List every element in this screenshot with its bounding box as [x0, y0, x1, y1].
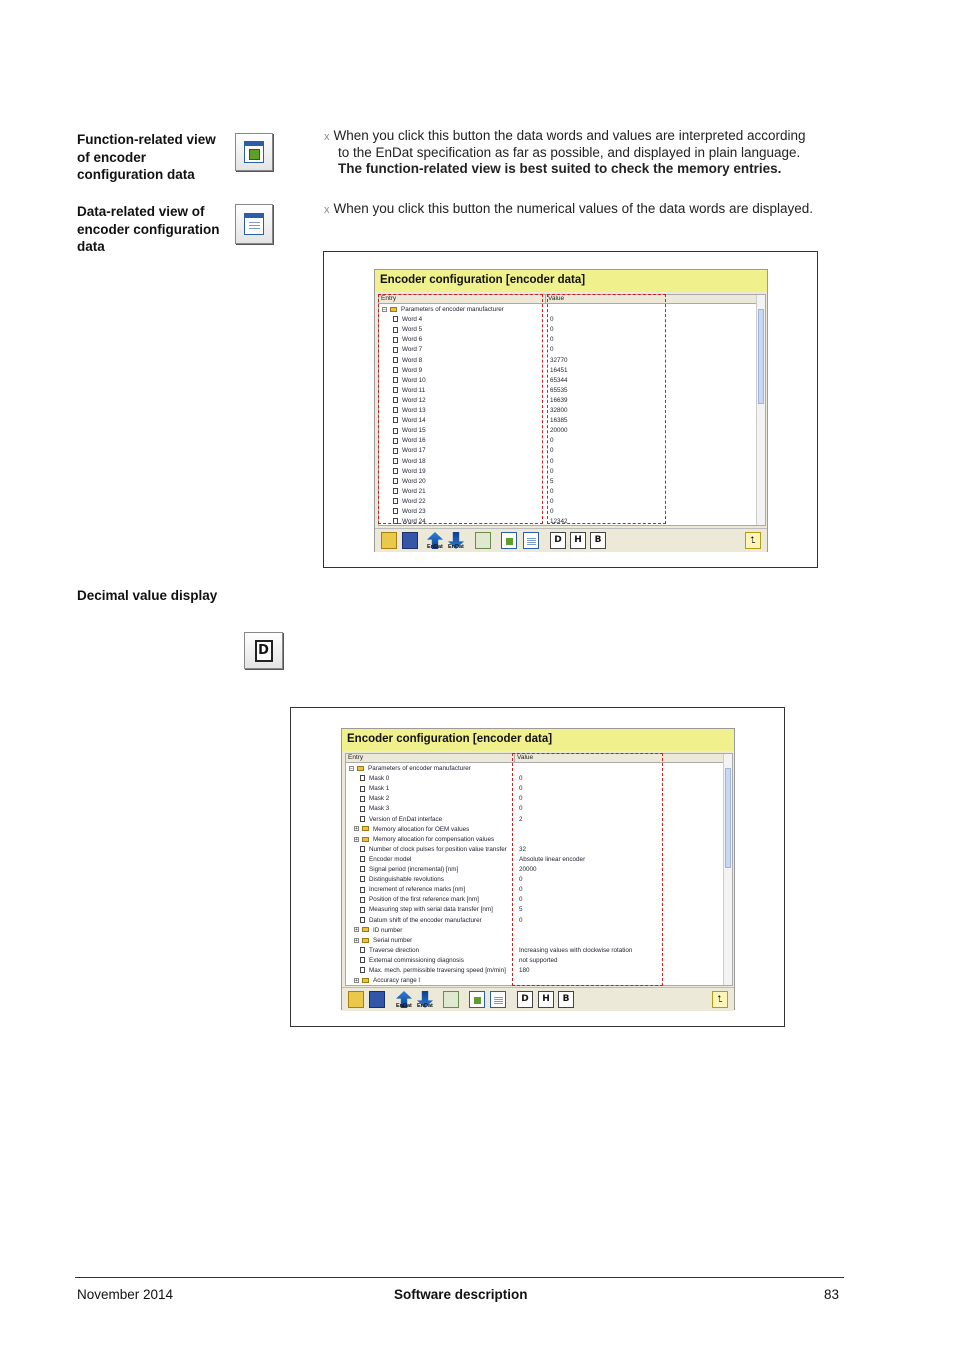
tree-item-label: Word 16	[402, 437, 426, 445]
tree-item-value: 0	[519, 805, 523, 813]
expand-icon[interactable]: +	[355, 927, 358, 934]
tree-item-label: Distinguishable revolutions	[369, 876, 444, 884]
tree-item-value: 0	[550, 346, 554, 354]
window-title-2: Encoder configuration [encoder data]	[342, 729, 734, 751]
tree-item-label: Serial number	[373, 936, 413, 944]
tree-root-label: Parameters of encoder manufacturer	[368, 765, 471, 772]
tree-item[interactable]	[354, 936, 412, 946]
tree-item-label: Word 11	[402, 386, 426, 394]
document-icon	[360, 887, 365, 893]
function-view-toolbar-icon[interactable]	[501, 532, 517, 549]
tree-item[interactable]	[360, 855, 411, 865]
tree-item-label: Word 19	[402, 467, 426, 475]
tree-item-value: 2	[519, 815, 523, 823]
column-header-entry-2[interactable]: Entry	[346, 754, 515, 763]
tree-item-label: Word 12	[402, 396, 426, 404]
tree-item-value: 0	[519, 795, 523, 803]
tree-item-label: Accuracy range l	[373, 977, 420, 985]
decimal-d-icon: D	[255, 640, 273, 662]
tree-item[interactable]	[360, 885, 465, 895]
data-view-toolbar-icon[interactable]	[490, 991, 506, 1008]
tree-item-value: 0	[550, 487, 554, 495]
tree-item-value: 0	[519, 916, 523, 924]
data-view-description: x When you click this button the numerical values of the data words are displayed.	[324, 201, 814, 216]
tree-item-label: Measuring step with serial data transfer [nm]	[369, 906, 493, 914]
tree-item-label: Datum shift of the encoder manufacturer	[369, 916, 482, 924]
document-icon	[360, 957, 365, 963]
tree-item-value: 0	[519, 876, 523, 884]
decimal-button[interactable]: D	[517, 991, 533, 1008]
tree-item-label: Word 10	[402, 376, 426, 384]
document-icon	[360, 876, 365, 882]
tree-item-value: 0	[550, 437, 554, 445]
folder-icon	[357, 766, 364, 771]
tree-item[interactable]	[360, 794, 389, 804]
document-icon	[360, 806, 365, 812]
tree-item-value: 0	[519, 896, 523, 904]
document-icon	[360, 967, 365, 973]
tree-item-label: Word 22	[402, 497, 426, 505]
tree-item-value: 16639	[550, 396, 568, 404]
tree-item-value: 0	[550, 467, 554, 475]
data-view-icon	[244, 213, 264, 235]
tree-item-value: 65535	[550, 386, 568, 394]
tree-item-label: Position of the first reference mark [nm]	[369, 896, 479, 904]
function-view-button[interactable]	[235, 133, 273, 171]
footer-date: November 2014	[77, 1287, 174, 1302]
tree-item-label: Word 6	[402, 336, 423, 344]
decimal-button[interactable]: D	[550, 532, 566, 549]
document-icon	[360, 786, 365, 792]
tree-item-value: Increasing values with clockwise rotation	[519, 946, 633, 954]
tree-item[interactable]	[360, 845, 507, 855]
tree-item-label: Mask 0	[369, 775, 390, 783]
save-icon[interactable]	[402, 532, 418, 549]
tree-item-value: 0	[519, 775, 523, 783]
decimal-display-button[interactable]	[244, 632, 283, 669]
tree-item-label: Number of clock pulses for position value transfer	[369, 845, 507, 853]
scroll-thumb[interactable]	[758, 309, 764, 404]
expand-icon[interactable]: +	[355, 826, 358, 833]
tree-item-value: 32	[519, 845, 527, 853]
tree-item-label: Word 14	[402, 417, 426, 425]
column-header-entry[interactable]: Entry	[379, 295, 546, 304]
binary-button[interactable]: B	[590, 532, 606, 549]
tree-item-label: Word 15	[402, 427, 426, 435]
expand-icon[interactable]: +	[355, 937, 358, 944]
window-toolbar	[375, 528, 767, 552]
tree-item-value: 0	[550, 336, 554, 344]
tree-item-label: Mask 2	[369, 795, 390, 803]
tree-item-value: 5	[550, 477, 554, 485]
binary-button[interactable]: B	[558, 991, 574, 1008]
hex-button[interactable]: H	[570, 532, 586, 549]
tree-item-value: 0	[550, 497, 554, 505]
folder-icon	[362, 938, 369, 943]
tree-item-value: not supported	[519, 956, 558, 964]
save-icon[interactable]	[369, 991, 385, 1008]
document-icon	[360, 796, 365, 802]
bullet: x	[324, 131, 330, 143]
tree-item-label: Increment of reference marks [nm]	[369, 886, 466, 894]
tree-item-label: ID number	[373, 926, 403, 934]
tree-item-value: 0	[519, 886, 523, 894]
tree-item-label: Word 17	[402, 447, 426, 455]
tree-item-value: 65344	[550, 376, 568, 384]
screenshot-function-view	[290, 707, 785, 1027]
tree-item-label: Word 23	[402, 508, 426, 515]
tree-item-value: Absolute linear encoder	[519, 855, 586, 863]
document-icon	[360, 866, 365, 872]
tree-item[interactable]	[360, 784, 389, 794]
endat-upload-label: EnDat	[427, 544, 443, 550]
footer-rule	[75, 1277, 844, 1278]
tree-item-value: 16385	[550, 417, 568, 425]
folder-icon	[362, 978, 369, 983]
tree-item-label: Memory allocation for OEM values	[373, 825, 470, 833]
tree-item-value: 0	[550, 508, 554, 515]
tree-item[interactable]	[360, 946, 419, 956]
scrollbar-2[interactable]	[723, 754, 732, 985]
scroll-thumb-2[interactable]	[725, 768, 731, 868]
document-icon	[360, 947, 365, 953]
endat-download-label: EnDat	[448, 544, 464, 550]
window-toolbar-2	[342, 987, 734, 1011]
exit-icon[interactable]: ⮤	[745, 532, 761, 549]
tree-item-value: 0	[550, 457, 554, 465]
refresh-icon[interactable]	[443, 991, 459, 1008]
column-header-value-2[interactable]: Value	[515, 754, 724, 763]
window-title: Encoder configuration [encoder data]	[375, 270, 767, 292]
expand-icon[interactable]: +	[355, 836, 358, 843]
collapse-icon[interactable]: −	[350, 765, 353, 772]
tree-item-label: Max. mech. permissible traversing speed [m/min]	[369, 967, 506, 974]
tree-item-value: 32800	[550, 407, 568, 414]
refresh-icon[interactable]	[475, 532, 491, 549]
document-icon	[360, 897, 365, 903]
tree-item-value: 12342	[550, 518, 568, 526]
highlight-value-column	[547, 294, 666, 524]
tree-item[interactable]	[354, 835, 494, 845]
tree-item[interactable]	[360, 905, 493, 915]
data-view-toolbar-icon[interactable]	[523, 532, 539, 549]
tree-item-value: 20000	[550, 427, 568, 435]
tree-item[interactable]	[360, 804, 389, 814]
tree-item-label: Word 24	[402, 518, 426, 526]
tree-item-label: Mask 1	[369, 785, 390, 793]
tree-item-value: 32770	[550, 356, 568, 364]
document-icon	[360, 917, 365, 923]
tree-item-label: Mask 3	[369, 805, 390, 813]
tree-item-value: 16451	[550, 366, 568, 374]
endat-download-label: EnDat	[417, 1003, 433, 1009]
data-view-button[interactable]	[235, 204, 273, 244]
tree-item-label: External commissioning diagnosis	[369, 956, 464, 964]
tree-item-label: Traverse direction	[369, 946, 420, 954]
encoder-config-window-2	[341, 728, 735, 1010]
tree-item-label: Word 7	[402, 346, 423, 354]
document-icon	[360, 856, 365, 862]
tree-item-value: 20000	[519, 866, 537, 873]
tree-item-value: 5	[519, 906, 523, 914]
document-icon	[360, 816, 365, 822]
tree-item[interactable]	[360, 916, 482, 926]
folder-icon	[362, 826, 369, 831]
tree-item-label: Word 20	[402, 477, 426, 485]
tree-item-value: 0	[550, 316, 554, 324]
screenshot-data-view	[323, 251, 818, 568]
tree-item-label: Signal period (incremental) [nm]	[369, 866, 459, 873]
column-header-value[interactable]: Value	[546, 295, 757, 304]
tree-item-label: Word 13	[402, 407, 426, 414]
folder-icon	[362, 927, 369, 932]
document-icon	[360, 846, 365, 852]
tree-item[interactable]	[360, 956, 464, 966]
collapse-icon[interactable]: −	[383, 306, 386, 313]
expand-icon[interactable]: +	[355, 977, 358, 984]
tree-item[interactable]	[354, 825, 469, 835]
tree-item[interactable]	[360, 815, 442, 825]
tree-item-value: 180	[519, 967, 530, 974]
endat-upload-label: EnDat	[396, 1003, 412, 1009]
encoder-config-window	[374, 269, 768, 552]
section-label-function-view: Function-related view of encoder configuration data	[77, 132, 216, 182]
tree-item-label: Word 21	[402, 487, 426, 495]
document-icon	[360, 775, 365, 781]
tree-item[interactable]	[360, 966, 506, 976]
tree-item-label: Memory allocation for compensation values	[373, 835, 495, 843]
function-view-description: x When you click this button the data words and values are interpreted according to the EnDat specification as far as possible, and displayed in plain language. The function-related view is best suited to check the memory entries.	[324, 128, 806, 176]
highlight-value-column-2	[512, 753, 663, 986]
footer-page-number: 83	[824, 1287, 840, 1302]
hex-button[interactable]: H	[538, 991, 554, 1008]
open-folder-icon[interactable]	[381, 532, 397, 549]
tree-item-label: Encoder model	[369, 855, 412, 863]
scrollbar[interactable]	[756, 295, 765, 525]
highlight-entry-column	[378, 294, 543, 524]
tree-item[interactable]	[360, 875, 444, 885]
tree-item-label: Word 8	[402, 356, 423, 364]
function-view-icon	[244, 141, 264, 163]
exit-icon[interactable]: ⮤	[712, 991, 728, 1008]
footer-title: Software description	[394, 1287, 528, 1302]
function-view-toolbar-icon[interactable]	[469, 991, 485, 1008]
tree-item[interactable]	[354, 926, 402, 936]
open-folder-icon[interactable]	[348, 991, 364, 1008]
tree-item-label: Word 5	[402, 326, 423, 334]
tree-item-label: Version of EnDat interface	[369, 815, 443, 823]
tree-item-value: 0	[519, 785, 523, 793]
tree-root-label: Parameters of encoder manufacturer	[401, 306, 504, 313]
folder-icon	[362, 837, 369, 842]
tree-item[interactable]	[354, 976, 420, 986]
tree-root-item[interactable]	[349, 764, 471, 774]
section-label-data-view: Data-related view of encoder configuration data	[77, 204, 220, 254]
document-icon	[360, 907, 365, 913]
tree-item-label: Word 4	[402, 316, 423, 324]
tree-item[interactable]	[360, 774, 389, 784]
section-label-decimal: Decimal value display	[77, 588, 218, 603]
tree-item-value: 0	[550, 326, 554, 334]
tree-item-label: Word 9	[402, 366, 423, 374]
tree-item[interactable]	[360, 865, 458, 875]
tree-item-value: 0	[550, 447, 554, 455]
tree-item[interactable]	[360, 895, 479, 905]
tree-item-label: Word 18	[402, 457, 426, 465]
